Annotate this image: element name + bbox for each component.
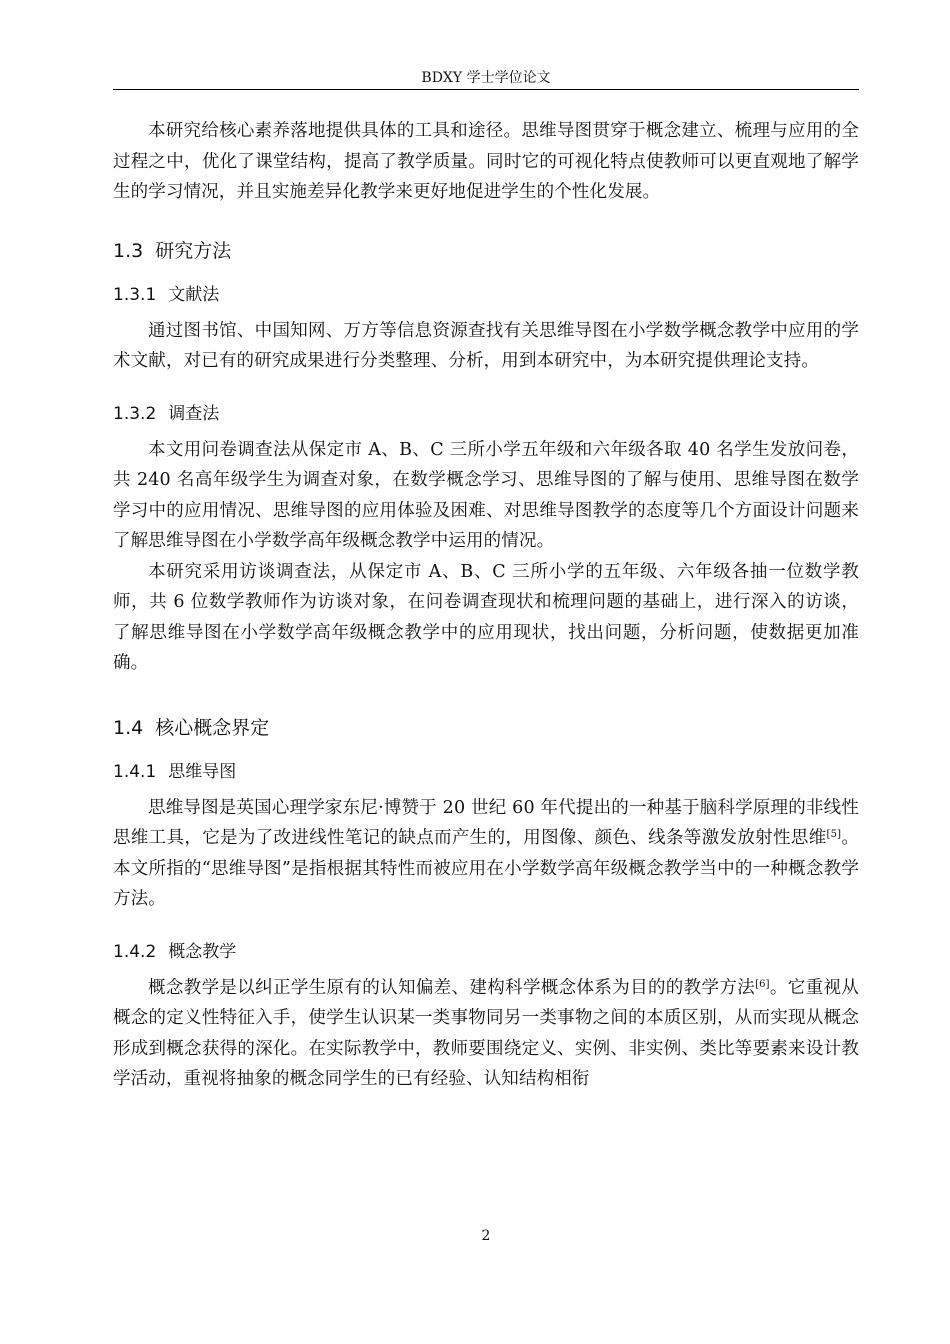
mind-map-definition-paragraph <box>113 793 859 915</box>
paragraph-text: 思维导图是英国心理学家东尼·博赞于 20 世纪 60 年代提出的一种基于脑科学原理的非线性思维工具，它是为了改进线性笔记的缺点而产生的，用图像、颜色、线条等激发放射性思维 <box>113 797 859 848</box>
paragraph-text: 概念教学是以纠正学生原有的认知偏差、建构科学概念体系为目的的教学方法 <box>148 977 756 998</box>
spacer <box>113 915 859 929</box>
section-heading-1-4 <box>113 713 859 743</box>
spacer <box>113 377 859 391</box>
survey-method-paragraph-2: 本研究采用访谈调查法，从保定市 A、B、C 三所小学的五年级、六年级各抽一位数学教师，共 6 位数学教师作为访谈对象，在问卷调查现状和梳理问题的基础上，进行深入的访谈，了解思维导图在小学数学高年级概念教学中的应用现状，找出问题，分析问题，使数据更加准确。 <box>113 561 859 673</box>
section-title: 研究方法 <box>155 239 232 262</box>
subsection-title: 概念教学 <box>168 941 237 962</box>
subsection-heading-1-4-1 <box>113 757 859 787</box>
subsection-number: 1.3.2 <box>113 403 157 424</box>
subsection-title: 文献法 <box>168 284 220 305</box>
survey-method-paragraph-1: 本文用问卷调查法从保定市 A、B、C 三所小学五年级和六年级各取 40 名学生发放问卷，共 240 名高年级学生为调查对象，在数学概念学习、思维导图的了解与使用、思维导图在数学学习中的应用情况、思维导图的应用体验及困难、对思维导图教学的态度等几个方面设计问题来了解思维导图在小学数学高年级概念教学中运用的情况。 <box>113 439 859 551</box>
spacer <box>113 679 859 705</box>
paragraph-text: 。本文所指的“思维导图”是指根据其特性而被应用在小学数学高年级概念教学当中的一种概念教学方法。 <box>113 828 859 909</box>
subsection-heading-1-3-1 <box>113 280 859 310</box>
section-heading-1-3 <box>113 236 859 266</box>
subsection-title: 思维导图 <box>168 761 237 782</box>
subsection-heading-1-3-2 <box>113 399 859 429</box>
paragraph-text: 。它重视从概念的定义性特征入手，使学生认识某一类事物同另一类事物之间的本质区别，从而实现从概念形成到概念获得的深化。在实际教学中，教师要围绕定义、实例、非实例、类比等要素来设计教学活动，重视将抽象的概念同学生的已有经验、认知结构相衔 <box>113 977 859 1089</box>
subsection-number: 1.4.2 <box>113 941 157 962</box>
literature-method-paragraph: 通过图书馆、中国知网、万方等信息资源查找有关思维导图在小学数学概念教学中应用的学术文献，对已有的研究成果进行分类整理、分析，用到本研究中，为本研究提供理论支持。 <box>113 320 859 371</box>
running-header: BDXY 学士学位论文 <box>421 70 551 86</box>
intro-paragraph: 本研究给核心素养落地提供具体的工具和途径。思维导图贯穿于概念建立、梳理与应用的全过程之中，优化了课堂结构，提高了教学质量。同时它的可视化特点使教师可以更直观地了解学生的学习情况，并且实施差异化教学来更好地促进学生的个性化发展。 <box>113 121 859 202</box>
subsection-number: 1.3.1 <box>113 284 157 305</box>
section-number: 1.3 <box>113 239 144 262</box>
citation-reference[interactable]: [5] <box>826 829 842 840</box>
subsection-heading-1-4-2 <box>113 937 859 967</box>
citation-reference[interactable]: [6] <box>755 978 770 990</box>
concept-teaching-paragraph <box>113 973 859 1095</box>
subsection-title: 调查法 <box>168 403 220 424</box>
subsection-number: 1.4.1 <box>113 761 157 782</box>
section-title: 核心概念界定 <box>155 716 270 739</box>
section-number: 1.4 <box>113 716 144 739</box>
page-number: 2 <box>481 1228 491 1244</box>
page-content <box>113 116 859 1095</box>
header-divider <box>113 89 859 90</box>
